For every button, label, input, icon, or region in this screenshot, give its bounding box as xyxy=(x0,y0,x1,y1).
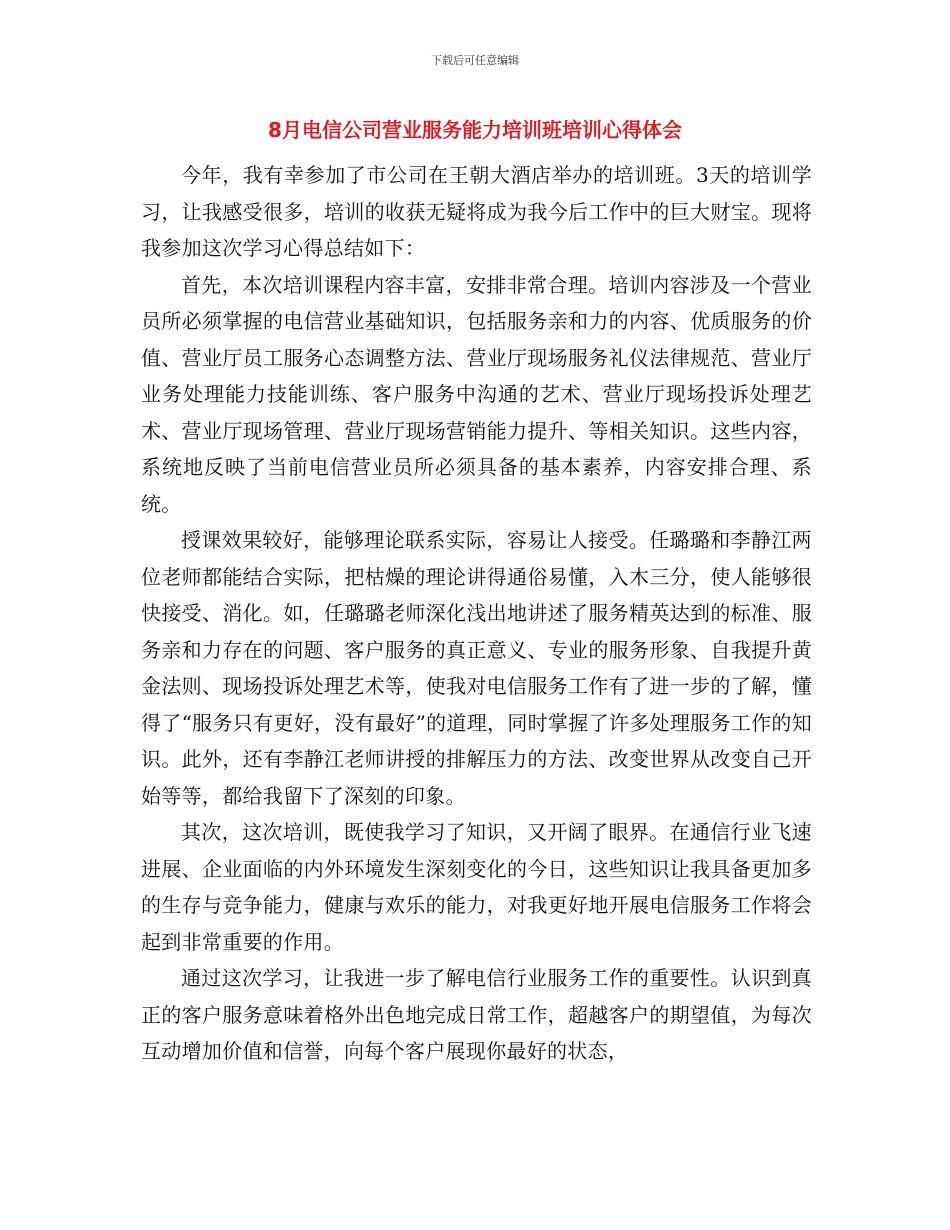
paragraph-course-content: 首先，本次培训课程内容丰富，安排非常合理。培训内容涉及一个营业员所必须掌握的电信营业基础知识，包括服务亲和力的内容、优质服务的价值、营业厅员工服务心态调整方法、营业厅现场服务礼仪法律规范、营业厅业务处理能力技能训练、客户服务中沟通的艺术、营业厅现场投诉处理艺术、营业厅现场管理、营业厅现场营销能力提升、等相关知识。这些内容，系统地反映了当前电信营业员所必须具备的基本素养，内容安排合理、系统。 xyxy=(141,272,812,516)
paragraph-knowledge-gain: 其次，这次培训，既使我学习了知识，又开阔了眼界。在通信行业飞速进展、企业面临的内外环境发生深刻变化的今日，这些知识让我具备更加多的生存与竞争能力，健康与欢乐的能力，对我更好地开展电信服务工作将会起到非常重要的作用。 xyxy=(141,820,812,954)
paragraph-intro: 今年，我有幸参加了市公司在王朝大酒店举办的培训班。3天的培训学习，让我感受很多，培训的收获无疑将成为我今后工作中的巨大财宝。现将我参加这次学习心得总结如下： xyxy=(141,163,812,260)
document-title: 8月电信公司营业服务能力培训班培训心得体会 xyxy=(268,118,682,142)
paragraph-teaching-effect: 授课效果较好，能够理论联系实际，容易让人接受。任璐璐和李静江两位老师都能结合实际，把枯燥的理论讲得通俗易懂，入木三分，使人能够很快接受、消化。如，任璐璐老师深化浅出地讲述了服务精英达到的标准、服务亲和力存在的问题、客户服务的真正意义、专业的服务形象、自我提升黄金法则、现场投诉处理艺术等，使我对电信服务工作有了进一步的了解，懂得了“服务只有更好，没有最好”的道理，同时掌握了许多处理服务工作的知识。此外，还有李静江老师讲授的排解压力的方法、改变世界从改变自己开始等等，都给我留下了深刻的印象。 xyxy=(141,528,812,808)
page-header-note: 下载后可任意编辑 xyxy=(431,54,519,67)
paragraph-service-importance: 通过这次学习，让我进一步了解电信行业服务工作的重要性。认识到真正的客户服务意味着格外出色地完成日常工作，超越客户的期望值，为每次互动增加价值和信誉，向每个客户展现你最好的状态， xyxy=(141,966,812,1063)
document-body xyxy=(141,157,812,1070)
